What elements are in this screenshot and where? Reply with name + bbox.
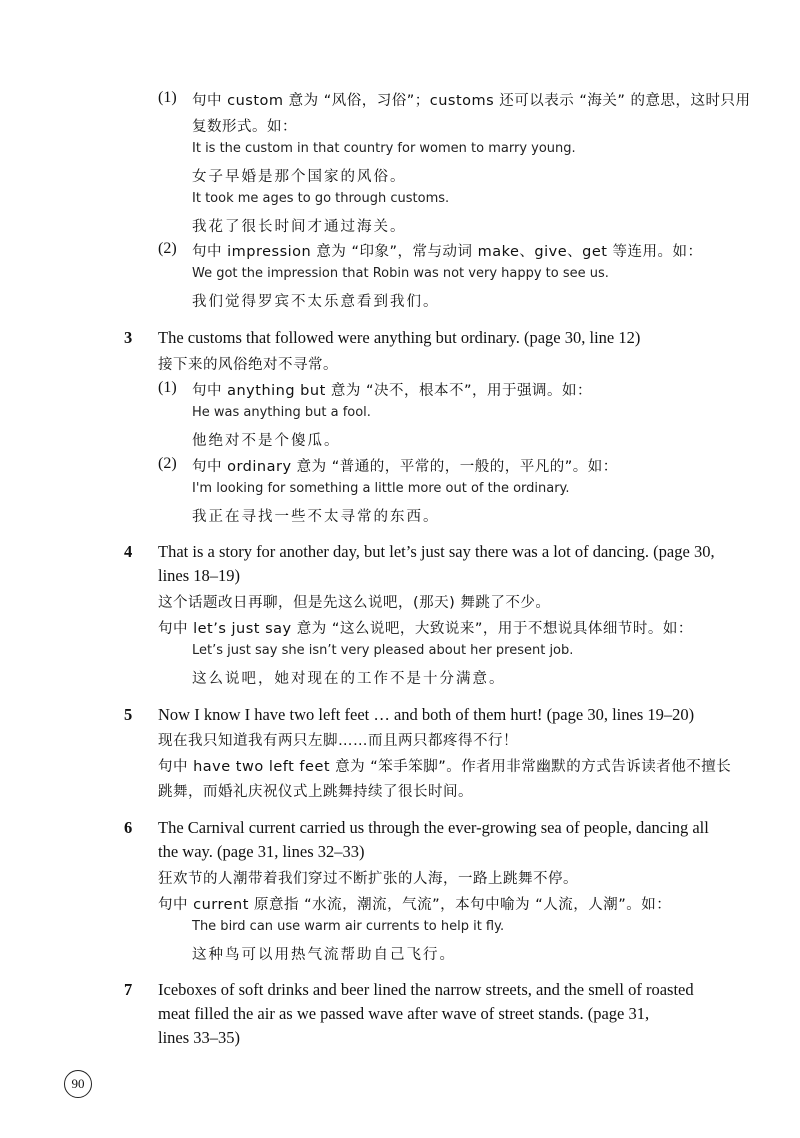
item-number: 4 bbox=[124, 542, 133, 561]
sub-item-label: (2) bbox=[158, 240, 177, 257]
text-line: 句中 current 原意指 “水流，潮流，气流”，本句中喻为 “人流，人潮”。如： bbox=[158, 897, 672, 913]
text-line: 我正在寻找一些不太寻常的东西。 bbox=[192, 509, 440, 525]
text-line: 句中 custom 意为 “风俗，习俗”；customs 还可以表示 “海关” 的意思，这时只用 bbox=[192, 93, 751, 109]
text-line: 句中 let’s just say 意为 “这么说吧，大致说来”，用于不想说具体细节时。如： bbox=[158, 621, 693, 637]
text-line: lines 33–35) bbox=[158, 1028, 241, 1047]
text-line: 句中 impression 意为 “印象”，常与动词 make、give、get 等连用。如： bbox=[192, 244, 703, 260]
sub-item-label: (2) bbox=[158, 455, 177, 472]
text-line: Iceboxes of soft drinks and beer lined the narrow streets, and the smell of roasted bbox=[158, 980, 694, 999]
text-line: meat filled the air as we passed wave after wave of street stands. (page 31, bbox=[158, 1004, 650, 1023]
text-line: 接下来的风俗绝对不寻常。 bbox=[158, 357, 338, 373]
item-number: 6 bbox=[124, 818, 133, 837]
item-number: 3 bbox=[124, 328, 133, 347]
sub-item-label: (1) bbox=[158, 379, 177, 396]
text-line: Now I know I have two left feet … and both of them hurt! (page 30, lines 19–20) bbox=[158, 705, 695, 724]
text-line: 句中 ordinary 意为 “普通的，平常的，一般的，平凡的”。如： bbox=[192, 459, 618, 475]
text-line: It is the custom in that country for women to marry young. bbox=[192, 141, 576, 156]
text-line: lines 18–19) bbox=[158, 566, 241, 585]
text-line: 句中 anything but 意为 “决不，根本不”，用于强调。如： bbox=[192, 383, 592, 399]
text-line: 这种鸟可以用热气流帮助自己飞行。 bbox=[192, 947, 456, 963]
text-line: 这么说吧，她对现在的工作不是十分满意。 bbox=[192, 671, 506, 687]
text-line: I'm looking for something a little more out of the ordinary. bbox=[192, 481, 570, 496]
item-number: 5 bbox=[124, 705, 133, 724]
text-line: 现在我只知道我有两只左脚……而且两只都疼得不行！ bbox=[158, 733, 518, 749]
text-line: He was anything but a fool. bbox=[192, 405, 371, 420]
text-line: The bird can use warm air currents to help it fly. bbox=[192, 919, 505, 934]
item-number: 7 bbox=[124, 980, 133, 999]
page-number: 90 bbox=[64, 1070, 92, 1098]
text-line: 我花了很长时间才通过海关。 bbox=[192, 219, 407, 235]
text-line: Let’s just say she isn’t very pleased about her present job. bbox=[192, 643, 574, 658]
text-line: The customs that followed were anything but ordinary. (page 30, line 12) bbox=[158, 328, 641, 347]
text-line: 复数形式。如： bbox=[192, 119, 297, 135]
text-line: 我们觉得罗宾不太乐意看到我们。 bbox=[192, 294, 440, 310]
text-line: The Carnival current carried us through the ever-growing sea of people, dancing all bbox=[158, 818, 709, 837]
text-line: 跳舞，而婚礼庆祝仪式上跳舞持续了很长时间。 bbox=[158, 784, 473, 800]
text-line: We got the impression that Robin was not very happy to see us. bbox=[192, 266, 609, 281]
text-line: 女子早婚是那个国家的风俗。 bbox=[192, 169, 407, 185]
text-line: 句中 have two left feet 意为 “笨手笨脚”。作者用非常幽默的方式告诉读者他不擅长 bbox=[158, 759, 732, 775]
text-line: It took me ages to go through customs. bbox=[192, 191, 450, 206]
text-line: 这个话题改日再聊，但是先这么说吧，(那天) 舞跳了不少。 bbox=[158, 595, 551, 611]
sub-item-label: (1) bbox=[158, 89, 177, 106]
text-line: 狂欢节的人潮带着我们穿过不断扩张的人海，一路上跳舞不停。 bbox=[158, 871, 578, 887]
text-line: the way. (page 31, lines 32–33) bbox=[158, 842, 365, 861]
text-line: That is a story for another day, but let’s just say there was a lot of dancing. (page 30, bbox=[158, 542, 715, 561]
text-line: 他绝对不是个傻瓜。 bbox=[192, 433, 341, 449]
